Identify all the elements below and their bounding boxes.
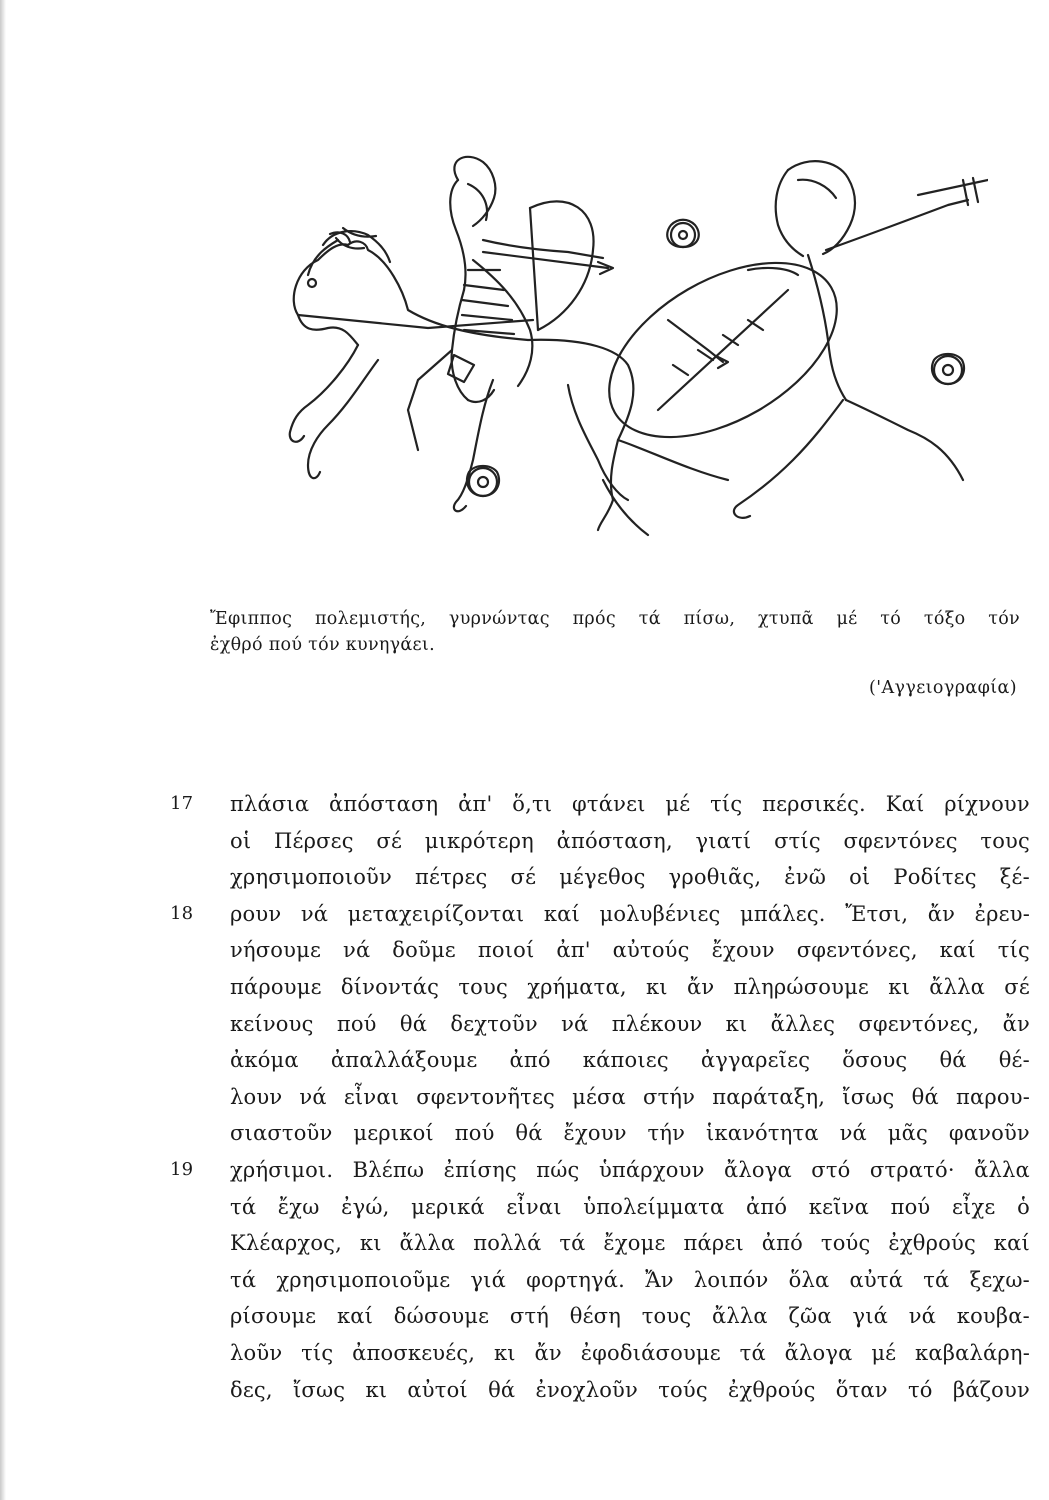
word: ὅσους <box>842 1048 908 1073</box>
word: ἐνῶ <box>784 865 827 890</box>
word: γροθιᾶς, <box>668 865 762 890</box>
line-text <box>230 823 1030 860</box>
word: Ἔτσι, <box>845 901 909 926</box>
word: λουν <box>230 1084 283 1109</box>
text-line <box>170 1006 1030 1043</box>
word: μερικά <box>411 1194 485 1219</box>
word: νήσουμε <box>230 938 322 963</box>
word: ὅ,τι <box>512 792 553 816</box>
word: δες, <box>230 1377 273 1402</box>
word: λοιπόν <box>693 1267 769 1292</box>
word: Ροδίτες <box>893 865 977 890</box>
word: σέ <box>376 828 403 853</box>
word: ἄλλες <box>770 1011 836 1036</box>
word: ἀποσκευές, <box>352 1340 476 1365</box>
word: σφεντόνες, <box>796 938 918 963</box>
text-line <box>170 1189 1030 1226</box>
word: κι <box>645 974 668 999</box>
word: ξεχω- <box>969 1267 1030 1292</box>
text-line <box>170 1115 1030 1152</box>
word: αὐτοί <box>407 1377 468 1402</box>
word: Βλέπω <box>352 1157 425 1182</box>
word: βάζουν <box>952 1377 1030 1402</box>
word: ἔχουν <box>711 938 775 963</box>
word: Ἄν <box>645 1267 674 1292</box>
word: μολυβένιες <box>599 901 721 926</box>
word: ἐρευ- <box>974 901 1030 926</box>
word: γιατί <box>695 828 752 853</box>
word: εἶναι <box>343 1084 400 1109</box>
text-line <box>170 786 1030 823</box>
word: κείνους <box>230 1011 314 1036</box>
text-line <box>170 1262 1030 1299</box>
word: τά <box>230 1267 257 1292</box>
word: ἀπ' <box>458 792 493 816</box>
caption-line-2: ἐχθρό πού τόν κυνηγάει. <box>210 635 435 655</box>
word: πού <box>454 1121 495 1146</box>
word: γιά <box>852 1304 889 1329</box>
word: τους <box>641 1304 692 1329</box>
body-text <box>170 786 1030 1408</box>
word: μέ <box>665 792 691 816</box>
word: ἴσως <box>842 1084 895 1109</box>
word: τους <box>980 828 1030 853</box>
word: ὑπάρχουν <box>598 1157 705 1182</box>
word: πέτρες <box>415 865 488 890</box>
word: σέ <box>510 865 537 890</box>
line-text <box>230 1335 1030 1372</box>
word: οἱ <box>230 828 252 853</box>
word: μικρότερη <box>424 828 534 853</box>
word: στό <box>811 1157 851 1182</box>
text-line <box>170 823 1030 860</box>
word: ἐχθρούς <box>728 1377 816 1402</box>
word: ἀπό <box>745 1194 788 1219</box>
word: στήν <box>643 1084 696 1109</box>
line-text <box>230 1006 1030 1043</box>
word: δίνοντάς <box>340 974 440 999</box>
word: κι <box>359 1231 382 1256</box>
line-text <box>230 859 1030 896</box>
shield-drawing <box>580 227 867 473</box>
word: εἶναι <box>506 1194 562 1219</box>
line-text <box>230 896 1030 933</box>
word: ἐφοδιάσουμε <box>580 1340 721 1365</box>
word: ὑπολείμματα <box>583 1194 725 1219</box>
word: ἀπαλλάξουμε <box>330 1048 478 1073</box>
word: ρίσουμε <box>230 1304 317 1329</box>
word: δώσουμε <box>393 1304 490 1329</box>
word: τά <box>739 1340 766 1365</box>
word: τά <box>230 1194 257 1219</box>
line-text <box>230 1262 1030 1299</box>
word: νά <box>561 1011 589 1036</box>
text-line <box>170 1335 1030 1372</box>
word: ὁ <box>1017 1194 1030 1219</box>
word: στρατό· <box>869 1157 955 1182</box>
word: πού <box>890 1194 931 1219</box>
word: γιά <box>470 1267 506 1292</box>
word: ἀπό <box>509 1048 551 1073</box>
word: ὅταν <box>835 1377 888 1402</box>
word: καί <box>939 938 976 963</box>
word: κι <box>365 1377 388 1402</box>
word: τούς <box>658 1377 708 1402</box>
word: τίς <box>301 1340 334 1365</box>
word: λοῦν <box>230 1340 283 1365</box>
word: θά <box>939 1048 967 1073</box>
word: ρίχνουν <box>944 792 1030 816</box>
word: μέ <box>871 1340 897 1365</box>
word: πάρουμε <box>230 974 322 999</box>
text-line <box>170 1372 1030 1409</box>
word: ἄλογα <box>723 1157 792 1182</box>
word: μπάλες. <box>740 901 826 926</box>
figure-caption <box>210 606 1020 658</box>
word: σέ <box>1004 974 1030 999</box>
word: νά <box>300 901 329 926</box>
word: χρήσιμοι. <box>230 1157 334 1182</box>
word: θά <box>488 1377 516 1402</box>
word: κι <box>888 974 911 999</box>
word: δεχτοῦν <box>450 1011 538 1036</box>
line-text <box>230 1298 1030 1335</box>
word: χρήματα, <box>527 974 627 999</box>
text-line <box>170 932 1030 969</box>
word: ἐγώ, <box>341 1194 390 1219</box>
word: τό <box>907 1377 933 1402</box>
word: ἐπίσης <box>443 1157 517 1182</box>
word: ἀπ' <box>556 938 591 963</box>
word: ξέ- <box>999 865 1030 890</box>
word: περσικές. <box>762 792 866 816</box>
line-text <box>230 1115 1030 1152</box>
word: κι <box>725 1011 748 1036</box>
word: ἄν <box>686 974 715 999</box>
word: ζῶα <box>788 1304 832 1329</box>
word: δοῦμε <box>392 938 456 963</box>
word: εἶχε <box>951 1194 996 1219</box>
line-text <box>230 786 1030 823</box>
word: καί <box>543 901 580 926</box>
word: ἔχω <box>277 1194 320 1219</box>
word: θέση <box>569 1304 621 1329</box>
word: ρουν <box>230 901 282 926</box>
word: ἀπόσταση <box>329 792 439 816</box>
text-line <box>170 859 1030 896</box>
section-number: 17 <box>170 793 194 814</box>
word: φορτηγά. <box>526 1267 626 1292</box>
line-text <box>230 1042 1030 1079</box>
text-line <box>170 896 1030 933</box>
word: φανοῦν <box>948 1121 1030 1146</box>
section-number: 18 <box>170 902 194 924</box>
word: ἄν <box>1002 1011 1030 1036</box>
line-text <box>230 1225 1030 1262</box>
word: μέσα <box>572 1084 626 1109</box>
word: πληρώσουμε <box>733 974 870 999</box>
text-line <box>170 1225 1030 1262</box>
word: πού <box>336 1011 377 1036</box>
text-line <box>170 1079 1030 1116</box>
word: σφεντονῆτες <box>416 1084 555 1109</box>
word: τίς <box>997 938 1030 963</box>
word: ἀπόσταση, <box>556 828 673 853</box>
word: νά <box>839 1121 867 1146</box>
word: μέγεθος <box>559 865 646 890</box>
line-text <box>230 932 1030 969</box>
word: Καί <box>885 792 925 816</box>
word: τούς <box>820 1231 871 1256</box>
line-text <box>230 1372 1030 1409</box>
word: ἴσως <box>292 1377 346 1402</box>
word: παρου- <box>955 1084 1030 1109</box>
word: χρησιμοποιοῦν <box>230 865 392 890</box>
word: ἄν <box>927 901 956 926</box>
word: καβαλάρη- <box>915 1340 1030 1365</box>
hoplite-drawing <box>734 161 988 518</box>
word: θέ- <box>998 1048 1030 1073</box>
word: σφεντόνες, <box>858 1011 980 1036</box>
word: τήν <box>647 1121 686 1146</box>
word: καί <box>336 1304 374 1329</box>
word: θά <box>911 1084 939 1109</box>
word: σιαστοῦν <box>230 1121 333 1146</box>
word: νά <box>908 1304 937 1329</box>
section-number: 19 <box>170 1158 194 1180</box>
word: παράταξη, <box>712 1084 826 1109</box>
word: μᾶς <box>887 1121 928 1146</box>
word: ἄλλα <box>929 974 986 999</box>
text-line <box>170 1152 1030 1189</box>
word: πάρει <box>683 1231 744 1256</box>
word: στή <box>509 1304 550 1329</box>
word: μερικοί <box>353 1121 434 1146</box>
bow-and-arrow-drawing <box>483 201 613 330</box>
word: ἀκόμα <box>230 1048 299 1073</box>
word: ἄλλα <box>711 1304 768 1329</box>
text-line <box>170 1298 1030 1335</box>
line-text <box>230 1079 1030 1116</box>
word: ἀγγαρεῖες <box>700 1048 811 1073</box>
word: τους <box>458 974 508 999</box>
word: Κλέαρχος, <box>230 1231 343 1256</box>
word: πολλά <box>473 1231 542 1256</box>
word: πώς <box>536 1157 580 1182</box>
line-text <box>230 1189 1030 1226</box>
word: ἔχομε <box>603 1231 666 1256</box>
word: κι <box>493 1340 516 1365</box>
word: χρησιμοποιοῦμε <box>276 1267 451 1292</box>
word: αὐτά <box>849 1267 904 1292</box>
word: Πέρσες <box>273 828 354 853</box>
vase-painting-illustration <box>268 150 988 560</box>
word: ἱκανότητα <box>705 1121 819 1146</box>
word: σφεντόνες <box>843 828 958 853</box>
word: καί <box>993 1231 1030 1256</box>
word: νά <box>299 1084 327 1109</box>
word: ὅλα <box>788 1267 830 1292</box>
word: τά <box>923 1267 950 1292</box>
word: κεῖνα <box>808 1194 869 1219</box>
word: θά <box>399 1011 428 1036</box>
word: κουβα- <box>956 1304 1030 1329</box>
word: ἀπό <box>761 1231 804 1256</box>
word: ποιοί <box>477 938 535 963</box>
word: αὐτούς <box>612 938 690 963</box>
line-text <box>230 969 1030 1006</box>
line-text <box>230 1152 1030 1189</box>
illustration-svg <box>268 150 988 560</box>
word: κάποιες <box>582 1048 669 1073</box>
word: οἱ <box>849 865 871 890</box>
text-line <box>170 1042 1030 1079</box>
word: πλέκουν <box>611 1011 703 1036</box>
word: ἄλλα <box>399 1231 456 1256</box>
text-line <box>170 969 1030 1006</box>
word: ἄν <box>534 1340 562 1365</box>
word: ἐχθρούς <box>888 1231 976 1256</box>
caption-line-1: Ἔφιππος πολεμιστής, γυρνώντας πρός τά πίσω, χτυπᾶ μέ τό τόξο τόν <box>210 609 1020 629</box>
word: τίς <box>710 792 743 816</box>
word: θά <box>515 1121 543 1146</box>
word: τά <box>559 1231 586 1256</box>
word: ἄλογα <box>784 1340 853 1365</box>
word: ἄλλα <box>974 1157 1030 1182</box>
word: μεταχειρίζονται <box>347 901 525 926</box>
page-edge <box>0 0 6 1500</box>
word: νά <box>342 938 371 963</box>
word: ἐνοχλοῦν <box>535 1377 638 1402</box>
figure-source: ('Αγγειογραφία) <box>869 678 1017 698</box>
horse-drawing <box>290 228 728 535</box>
word: ἔχουν <box>563 1121 627 1146</box>
word: φτάνει <box>572 792 646 816</box>
word: πλάσια <box>230 792 310 816</box>
word: στίς <box>774 828 821 853</box>
